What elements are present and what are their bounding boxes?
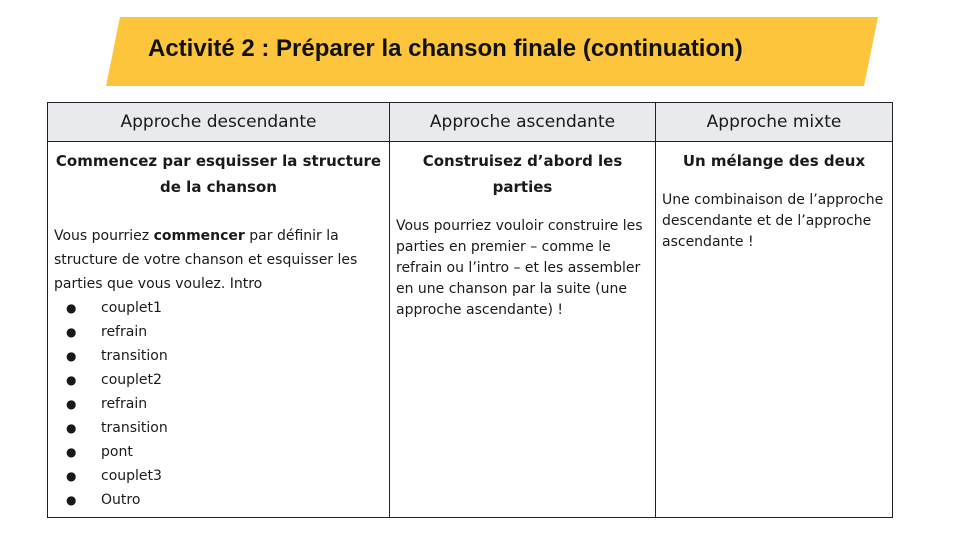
list-item [54, 464, 383, 488]
bottom-up-subtitle: Construisez d’abord les parties [422, 152, 623, 196]
list-item-label: couplet1 [101, 300, 162, 316]
list-item-label: transition [101, 348, 168, 364]
bullet-icon: ● [66, 493, 77, 507]
mixed-text: Une combinaison de l’approche descendante et de l’approche ascendante ! [662, 192, 884, 250]
list-item-label: refrain [101, 396, 148, 412]
approaches-table [47, 102, 893, 518]
list-item-label: couplet3 [101, 468, 162, 484]
cell-mixed [656, 142, 893, 518]
top-down-text-end: par définir la structure de votre chanson et esquisser les parties que vous voulez. Intro [54, 228, 358, 292]
list-item [54, 296, 383, 320]
bullet-icon: ● [66, 325, 77, 339]
cell-top-down [48, 142, 390, 518]
list-item [54, 392, 383, 416]
bullet-icon: ● [66, 373, 77, 387]
list-item-label: couplet2 [101, 372, 162, 388]
top-down-text-bold: commencer [153, 228, 245, 244]
cell-bottom-up [390, 142, 656, 518]
list-item-label: pont [101, 444, 133, 460]
song-structure-list [54, 296, 383, 512]
list-item-label: refrain [101, 324, 148, 340]
top-down-text [54, 224, 383, 296]
bullet-icon: ● [66, 397, 77, 411]
bullet-icon: ● [66, 469, 77, 483]
top-down-text-start: Vous pourriez [54, 228, 154, 244]
list-item-label: transition [101, 420, 168, 436]
list-item [54, 320, 383, 344]
top-down-subtitle: Commencez par esquisser la structure de la chanson [55, 152, 382, 196]
bullet-icon: ● [66, 349, 77, 363]
list-item-label: Outro [101, 492, 141, 508]
slide-title: Activité 2 : Préparer la chanson finale (continuation) [148, 35, 743, 62]
mixed-subtitle: Un mélange des deux [682, 152, 866, 170]
header-top-down: Approche descendante [48, 103, 390, 142]
bullet-icon: ● [66, 445, 77, 459]
header-mixed: Approche mixte [656, 103, 893, 142]
content-row [48, 142, 893, 518]
list-item [54, 344, 383, 368]
list-item [54, 416, 383, 440]
header-row [48, 103, 893, 142]
list-item [54, 368, 383, 392]
bullet-icon: ● [66, 301, 77, 315]
header-bottom-up: Approche ascendante [390, 103, 656, 142]
list-item [54, 488, 383, 512]
bullet-icon: ● [66, 421, 77, 435]
bottom-up-text: Vous pourriez vouloir construire les parties en premier – comme le refrain ou l’intro – et les assembler en une chanson par la suite (une approche ascendante) ! [396, 218, 643, 318]
title-banner [106, 17, 878, 86]
list-item [54, 440, 383, 464]
